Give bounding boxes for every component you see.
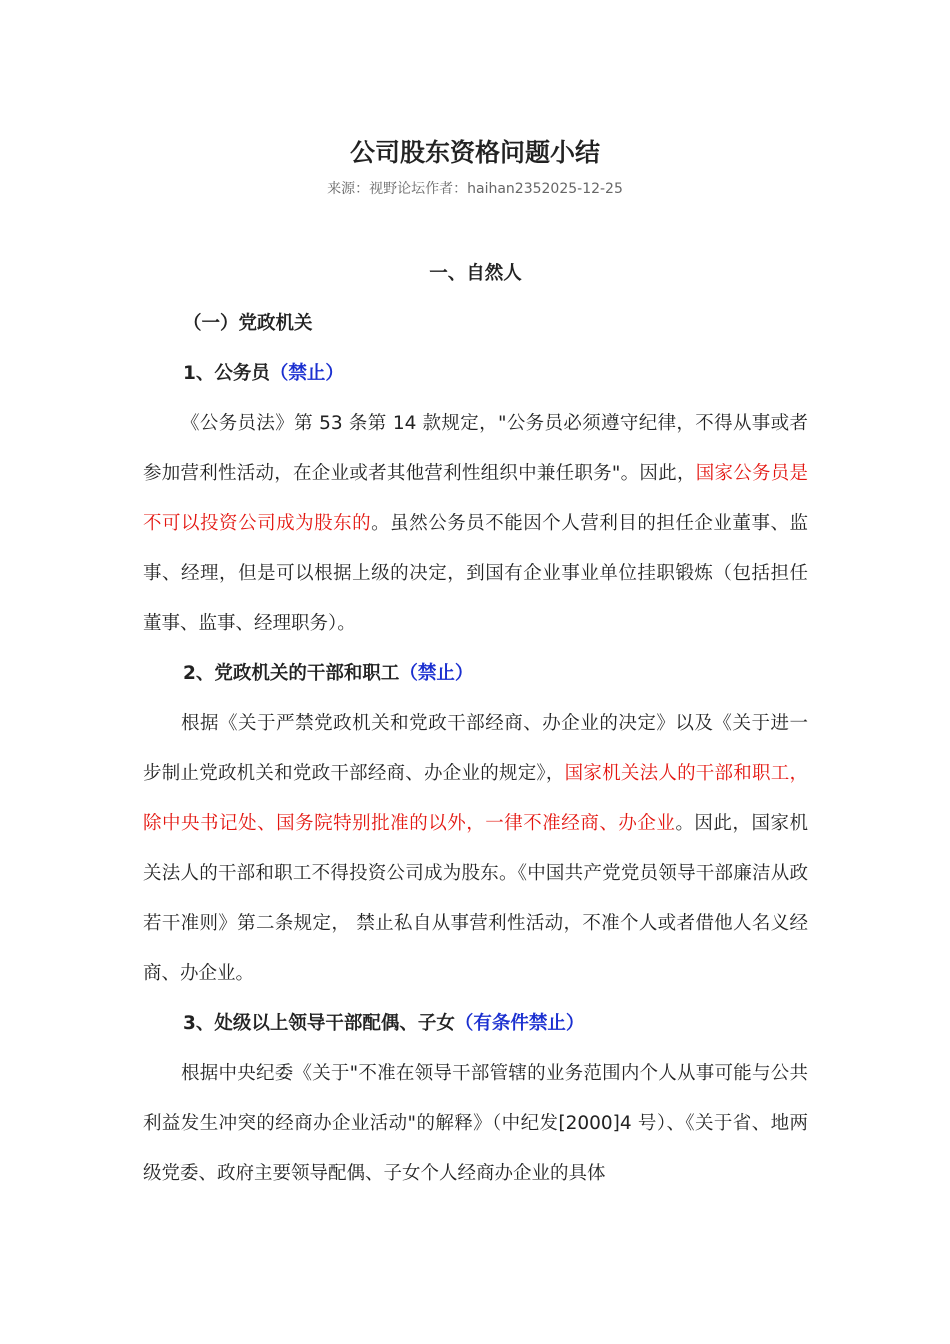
item-heading-1-text: 1、公务员 (183, 363, 270, 384)
article-meta: 来源：视野论坛作者：haihan2352025-12-25 (327, 181, 623, 197)
item-heading-3-text: 3、处级以上领导干部配偶、子女 (183, 1013, 455, 1034)
paragraph-1-highlight: 国家公务员是不可以投资公司成为股东的 (143, 463, 808, 534)
paragraph-2-highlight: 国家机关法人的干部和职工，除中央书记处、国务院特别批准的以外，一律不准经商、办企业 (143, 763, 808, 834)
article-title: 公司股东资格问题小结 (349, 138, 600, 167)
paragraph-2 (143, 699, 808, 999)
paragraph-1-text-b: 。虽然公务员不能因个人营利目的担任企业董事、监事、经理，但是可以根据上级的决定，到国有企业事业单位挂职锻炼（包括担任董事、监事、经理职务）。 (143, 513, 808, 634)
paragraph-2-text-b: 。因此，国家机关法人的干部和职工不得投资公司成为股东。《中国共产党党员领导干部廉洁从政若干准则》第二条规定， 禁止私自从事营利性活动，不准个人或者借他人名义经商、办企业。 (143, 813, 808, 984)
item-heading-1-tag: （禁止） (269, 363, 344, 384)
paragraph-3: 根据中央纪委《关于"不准在领导干部管辖的业务范围内个人从事可能与公共利益发生冲突的经商办企业活动"的解释》（中纪发[2000]4 号）、《关于省、地两级党委、政府主要领导配偶、子女个人经商办企业的具体 (143, 1063, 808, 1184)
paragraph-2-text-a: 根据《关于严禁党政机关和党政干部经商、办企业的决定》以及《关于进一步制止党政机关和党政干部经商、办企业的规定》， (143, 713, 808, 784)
article-body (143, 249, 808, 1199)
paragraph-1 (143, 399, 808, 649)
item-heading-3-tag: （有条件禁止） (454, 1013, 585, 1034)
item-heading-2-tag: （禁止） (399, 663, 474, 684)
section-heading: 一、自然人 (429, 263, 522, 284)
item-heading-3 (143, 999, 808, 1049)
item-heading-2 (143, 649, 808, 699)
subsection-heading: （一）党政机关 (183, 313, 313, 334)
item-heading-1 (143, 349, 808, 399)
paragraph-1-text-a: 《公务员法》第 53 条第 14 款规定，"公务员必须遵守纪律，不得从事或者参加营利性活动，在企业或者其他营利性组织中兼任职务"。因此， (143, 413, 808, 484)
item-heading-2-text: 2、党政机关的干部和职工 (183, 663, 400, 684)
